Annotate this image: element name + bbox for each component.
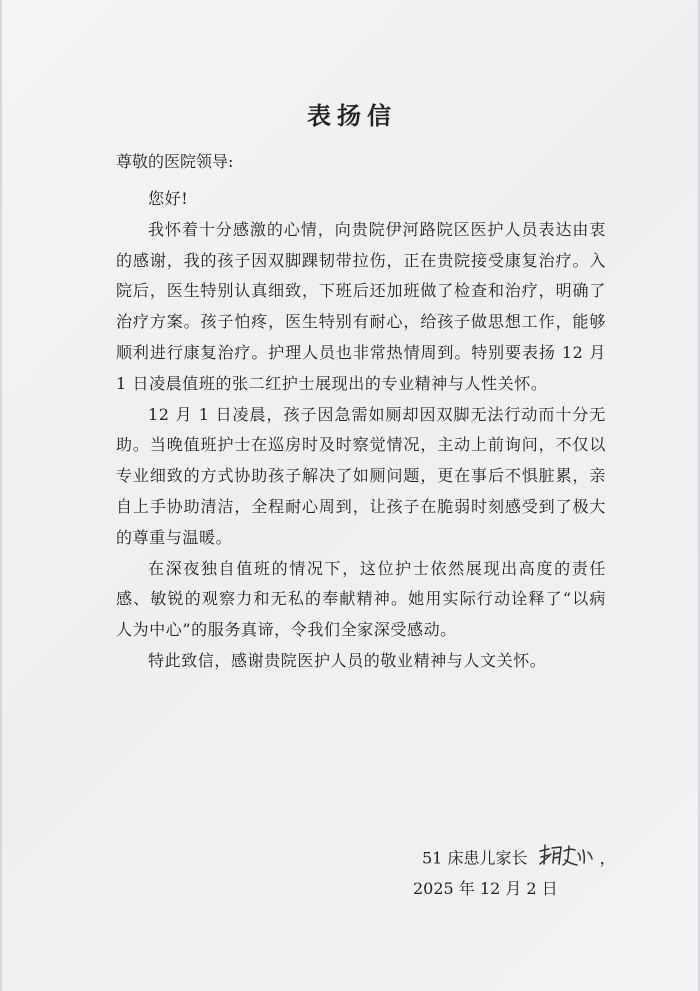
letter-date: 2025 年 12 月 2 日 (413, 879, 558, 898)
salutation: 尊敬的医院领导: (116, 152, 234, 171)
signer-label: 51 床患儿家长 (422, 848, 528, 868)
signature-comma: ， (599, 848, 616, 868)
letter-body (116, 184, 606, 677)
paragraph-2: 12 月 1 日凌晨，孩子因急需如厕却因双脚无法行动而十分无助。当晚值班护士在巡房时及时察觉情况，主动上前询问，不仅以专业细致的方式协助孩子解决了如厕问题，更在事后不惧脏累，亲自上手协助清洁，全程耐心周到，让孩子在脆弱时刻感受到了极大的尊重与温暖。 (116, 404, 606, 547)
signer-line (422, 842, 616, 876)
paragraph-3: 在深夜独自值班的情况下，这位护士依然展现出高度的责任感、敏锐的观察力和无私的奉献精神。她用实际行动诠释了“以病人为中心”的服务真谛，令我们全家深受感动。 (116, 558, 606, 640)
paragraph-4: 特此致信，感谢贵院医护人员的敬业精神与人文关怀。 (148, 650, 547, 670)
paragraph-1: 我怀着十分感激的心情，向贵院伊河路院区医护人员表达由衷的感谢，我的孩子因双脚踝韧带拉伤，正在贵院接受康复治疗。入院后，医生特别认真细致，下班后还加班做了检查和治疗，明确了治疗方案。孩子怕疼，医生特别有耐心，给孩子做思想工作，能够顺利进行康复治疗。护理人员也非常热情周到。特别要表扬 12 月 1 日凌晨值班的张二红护士展现出的专业精神与人性关怀。 (116, 219, 606, 393)
letter-title: 表扬信 (307, 101, 397, 130)
handwritten-signature (537, 842, 595, 876)
greeting: 您好! (148, 189, 189, 208)
